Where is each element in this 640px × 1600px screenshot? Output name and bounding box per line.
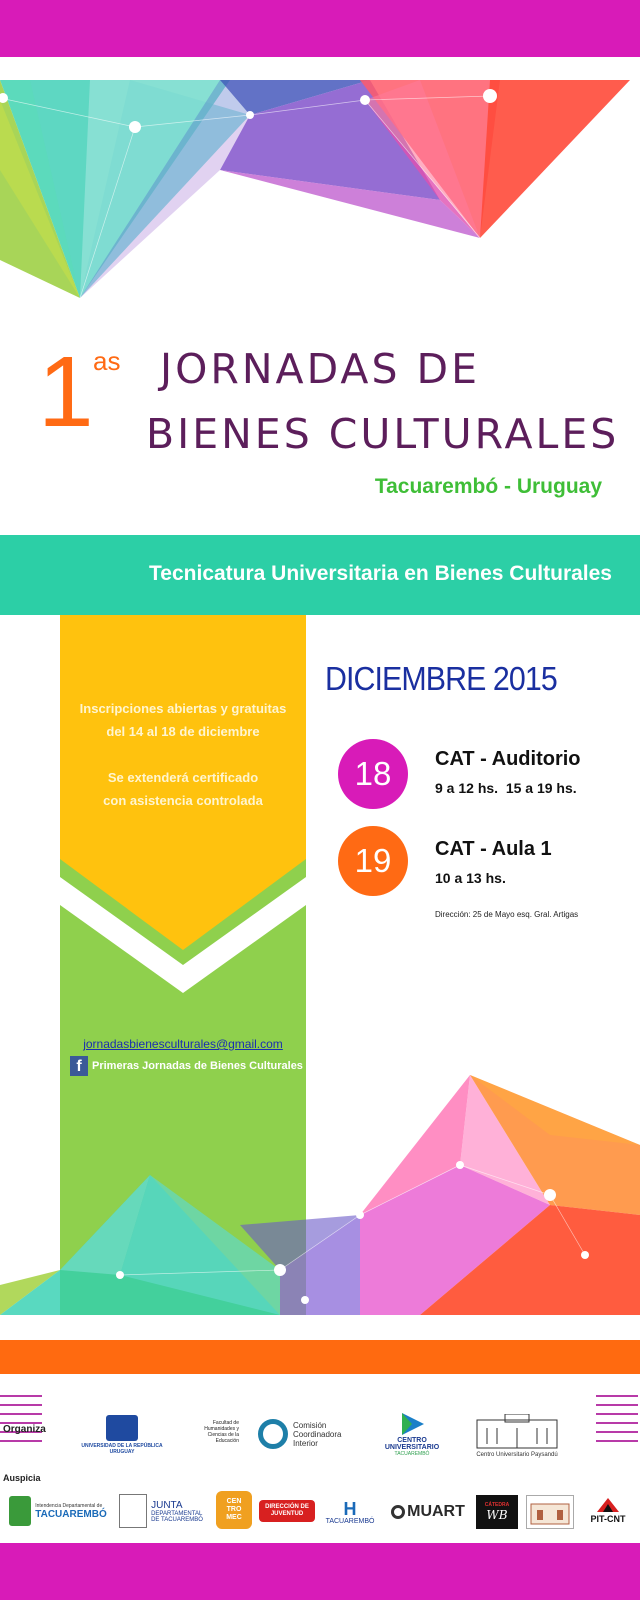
decorative-polygons-bottom xyxy=(0,1075,640,1315)
logo-pit-cnt: PIT-CNT xyxy=(586,1490,630,1530)
certificate-line-2: con asistencia controlada xyxy=(103,793,263,808)
udelar-emblem xyxy=(106,1415,138,1441)
certificate-info xyxy=(60,766,306,812)
month-heading: DICIEMBRE 2015 xyxy=(325,660,557,697)
auspicia-label: Auspicia xyxy=(3,1473,41,1483)
facebook-page-name: Primeras Jornadas de Bienes Culturales xyxy=(92,1060,303,1072)
logo-cci: Comisión Coordinadora Interior xyxy=(258,1418,356,1450)
decorative-lines-right xyxy=(596,1395,638,1449)
registration-info xyxy=(60,697,306,743)
title-ordinal-number: 1 xyxy=(38,336,94,448)
logo-catedra-wb: CÁTEDRA WB xyxy=(476,1495,518,1529)
bottom-color-bar xyxy=(0,1543,640,1600)
top-color-bar xyxy=(0,0,640,57)
certificate-line-1: Se extenderá certificado xyxy=(107,770,259,785)
facebook-link[interactable] xyxy=(70,1056,310,1076)
cci-emblem xyxy=(258,1419,288,1449)
organiza-label: Organiza xyxy=(3,1424,46,1435)
logo-udelar: UNIVERSIDAD DE LA REPÚBLICA URUGUAY xyxy=(80,1410,164,1460)
intendencia-shield-icon xyxy=(9,1496,31,1526)
day-badge-18: 18 xyxy=(338,739,408,809)
logo-intendencia-tacuarembo: Intendencia Departamental de TACUAREMBÓ xyxy=(8,1493,108,1529)
museum-building-icon xyxy=(527,1496,573,1528)
logo-museum-building xyxy=(526,1495,574,1529)
logo-centro-universitario-paysandu: Centro Universitario Paysandú xyxy=(472,1408,562,1464)
registration-line-2: del 14 al 18 de diciembre xyxy=(106,724,260,739)
decorative-polygons-top xyxy=(0,80,640,310)
decorative-lines-left xyxy=(0,1395,42,1449)
facebook-icon: f xyxy=(70,1056,88,1076)
logo-fhce: Facultad de Humanidades y Ciencias de la Educación xyxy=(204,1420,239,1444)
hospital-h-icon: H xyxy=(343,1498,357,1519)
building-icon xyxy=(475,1414,559,1450)
contact-email-link[interactable]: jornadasbienesculturales@gmail.com xyxy=(83,1037,283,1051)
title-ordinal-suffix: as xyxy=(93,346,121,376)
day-badge-19: 19 xyxy=(338,826,408,896)
event-2-place: CAT - Aula 1 xyxy=(435,838,552,860)
logo-centro-universitario-tacuarembo: CENTRO UNIVERSITARIO TACUAREMBÓ xyxy=(372,1410,452,1458)
junta-emblem xyxy=(119,1494,147,1528)
logo-centro-mec: CEN TRO MEC xyxy=(216,1491,252,1529)
title-line-1: JORNADAS DE xyxy=(160,345,480,393)
logo-muart: MUART xyxy=(386,1500,470,1524)
play-triangle-icon xyxy=(398,1411,426,1437)
location-subtitle: Tacuarembó - Uruguay xyxy=(374,475,602,498)
venue-address: Dirección: 25 de Mayo esq. Gral. Artigas xyxy=(435,910,579,919)
event-1-time: 9 a 12 hs. 15 a 19 hs. xyxy=(435,780,577,796)
event-1-place: CAT - Auditorio xyxy=(435,748,581,770)
event-2-time: 10 a 13 hs. xyxy=(435,870,506,886)
registration-line-1: Inscripciones abiertas y gratuitas xyxy=(79,701,287,716)
pit-cnt-flag-icon xyxy=(595,1496,621,1514)
bottom-orange-bar xyxy=(0,1340,640,1374)
logo-hospital-tacuarembo: H TACUAREMBÓ xyxy=(325,1498,375,1525)
logo-junta-departamental: JUNTA DEPARTAMENTAL DE TACUAREMBÓ xyxy=(113,1493,209,1529)
program-name: Tecnicatura Universitaria en Bienes Culturales xyxy=(149,562,612,585)
title-line-2: BIENES CULTURALES xyxy=(146,410,620,458)
muart-circle-icon xyxy=(391,1505,405,1519)
logo-direccion-juventud: DIRECCIÓN DE JUVENTUD xyxy=(259,1500,315,1522)
